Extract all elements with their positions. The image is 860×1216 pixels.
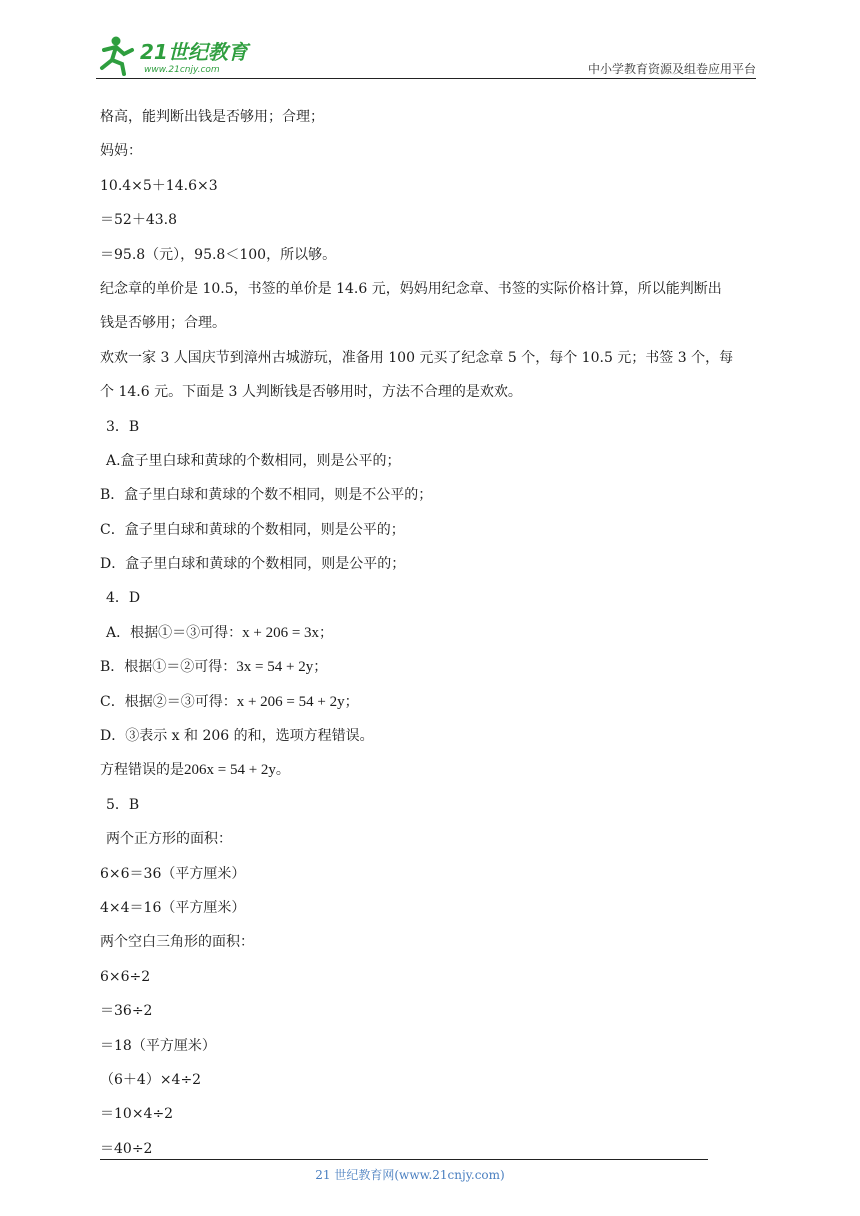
question-number: 4．D bbox=[106, 590, 141, 607]
footer-divider bbox=[100, 1159, 708, 1160]
text-line: ＝40÷2 bbox=[100, 1140, 153, 1157]
logo bbox=[94, 34, 264, 78]
text-line: 两个正方形的面积： bbox=[106, 831, 232, 848]
equation: 3x = 54 + 2y bbox=[236, 659, 314, 676]
equation-suffix: ； bbox=[313, 659, 328, 676]
equation-prefix: 方程错误的是 bbox=[100, 762, 184, 779]
text-line: ＝95.8（元），95.8＜100，所以够。 bbox=[100, 246, 337, 263]
question-number: 3．B bbox=[106, 418, 140, 435]
page-header bbox=[0, 0, 860, 84]
equation-prefix: A．根据①＝③可得： bbox=[106, 624, 243, 641]
text-line: A.盒子里白球和黄球的个数相同，则是公平的； bbox=[106, 452, 401, 469]
answer-content bbox=[100, 100, 760, 1166]
logo-url: www.21cnjy.com bbox=[144, 65, 220, 75]
text-line: 纪念章的单价是 10.5，书签的单价是 14.6 元，妈妈用纪念章、书签的实际价格计算，所以能判断出 bbox=[100, 280, 722, 297]
equation-line bbox=[100, 616, 760, 650]
equation-prefix: B．根据①＝②可得： bbox=[100, 659, 237, 676]
footer-link[interactable]: 21 世纪教育网(www.21cnjy.com) bbox=[315, 1168, 505, 1182]
text-line: 两个空白三角形的面积： bbox=[100, 934, 254, 951]
header-divider bbox=[96, 78, 756, 79]
text-line: 10.4×5＋14.6×3 bbox=[100, 177, 218, 194]
equation-suffix: ； bbox=[319, 624, 334, 641]
equation-prefix: C．根据②＝③可得： bbox=[100, 693, 237, 710]
text-line: 6×6÷2 bbox=[100, 968, 151, 985]
text-line: 妈妈： bbox=[100, 143, 142, 160]
text-line: ＝36÷2 bbox=[100, 1003, 153, 1020]
text-line: ＝52＋43.8 bbox=[100, 212, 177, 229]
logo-text: 21世纪教育 bbox=[140, 40, 248, 64]
text-line: C．盒子里白球和黄球的个数相同，则是公平的； bbox=[100, 521, 405, 538]
question-number: 5．B bbox=[106, 796, 140, 813]
equation-line bbox=[100, 650, 760, 684]
text-line: D．③表示 x 和 206 的和，选项方程错误。 bbox=[100, 728, 374, 745]
text-line: D．盒子里白球和黄球的个数相同，则是公平的； bbox=[100, 556, 406, 573]
equation-line bbox=[100, 753, 760, 787]
text-line: 个 14.6 元。下面是 3 人判断钱是否够用时，方法不合理的是欢欢。 bbox=[100, 384, 522, 401]
text-line: 欢欢一家 3 人国庆节到漳州古城游玩，准备用 100 元买了纪念章 5 个，每个 10.5 元；书签 3 个，每 bbox=[100, 349, 734, 366]
text-line: 钱是否够用；合理。 bbox=[100, 315, 226, 332]
text-line: 6×6＝36（平方厘米） bbox=[100, 865, 246, 882]
equation: 206x = 54 + 2y bbox=[184, 762, 276, 779]
platform-name: 中小学教育资源及组卷应用平台 bbox=[587, 62, 756, 76]
equation-suffix: 。 bbox=[275, 762, 290, 779]
text-line: 格高，能判断出钱是否够用；合理； bbox=[100, 109, 324, 125]
runner-icon bbox=[102, 37, 132, 75]
text-line: B．盒子里白球和黄球的个数不相同，则是不公平的； bbox=[100, 487, 433, 504]
equation-line bbox=[100, 685, 760, 719]
text-line: 4×4＝16（平方厘米） bbox=[100, 899, 246, 916]
text-line: ＝10×4÷2 bbox=[100, 1106, 174, 1123]
equation-suffix: ； bbox=[344, 693, 359, 710]
equation: x + 206 = 54 + 2y bbox=[236, 693, 345, 710]
text-line: （6＋4）×4÷2 bbox=[100, 1071, 202, 1088]
equation: x + 206 = 3x bbox=[242, 624, 320, 641]
text-line: ＝18（平方厘米） bbox=[100, 1037, 216, 1054]
